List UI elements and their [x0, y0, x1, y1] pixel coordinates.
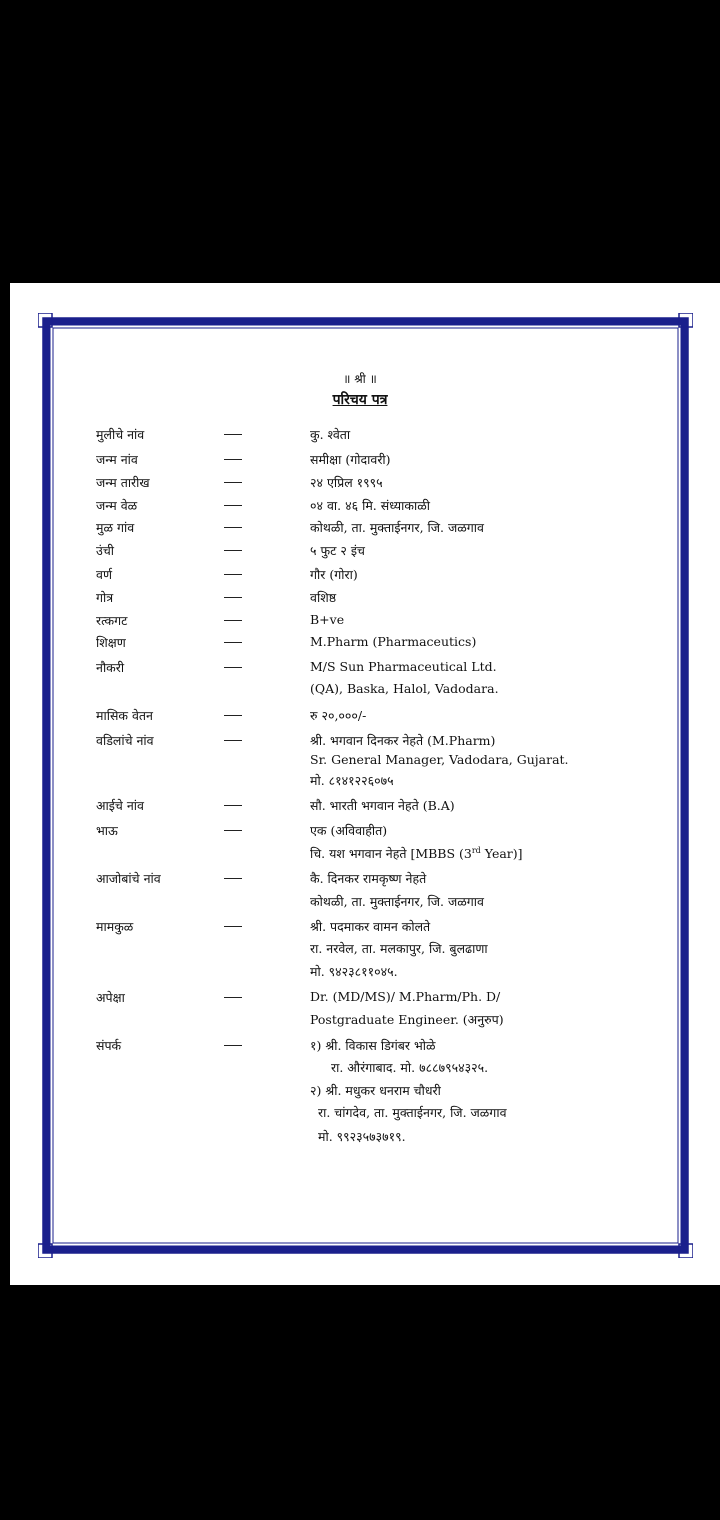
field-label: मुळ गांव — [96, 520, 135, 535]
separator-dash — [224, 620, 242, 621]
brother-year-suffix: rd — [471, 845, 481, 855]
field-label: मासिक वेतन — [96, 708, 153, 723]
separator-dash — [224, 527, 242, 528]
separator-dash — [224, 740, 242, 741]
field-value: मो. ८१४१२२६०७५ — [310, 773, 394, 788]
field-value: ५ फुट २ इंच — [310, 543, 365, 558]
field-value: (QA), Baska, Halol, Vadodara. — [310, 681, 499, 696]
field-label: उंची — [96, 543, 115, 558]
field-value: कोथळी, ता. मुक्ताईनगर, जि. जळगाव — [310, 894, 484, 909]
separator-dash — [224, 642, 242, 643]
field-label: मामकुळ — [96, 919, 134, 934]
field-value: वशिष्ठ — [310, 590, 337, 605]
brother-detail-end: Year)] — [480, 846, 523, 861]
field-value: २४ एप्रिल १९९५ — [310, 475, 383, 490]
field-value: कु. श्वेता — [310, 427, 351, 442]
field-label: अपेक्षा — [96, 990, 125, 1005]
contact-2-phone: मो. ९९२३५७३७१९. — [318, 1129, 406, 1144]
contact-2-address: रा. चांगदेव, ता. मुक्ताईनगर, जि. जळगाव — [318, 1105, 507, 1120]
field-value: श्री. भगवान दिनकर नेहते (M.Pharm) — [310, 733, 496, 748]
field-value: श्री. पदमाकर वामन कोलते — [310, 919, 431, 934]
field-label: वर्ण — [96, 567, 112, 582]
field-value: B+ve — [310, 612, 345, 627]
separator-dash — [224, 550, 242, 551]
field-value: Postgraduate Engineer. (अनुरुप) — [310, 1012, 504, 1027]
field-label: भाऊ — [96, 823, 118, 838]
field-value: गौर (गोरा) — [310, 567, 358, 582]
field-value: कोथळी, ता. मुक्ताईनगर, जि. जळगाव — [310, 520, 484, 535]
field-value: रा. नरवेल, ता. मलकापुर, जि. बुलढाणा — [310, 941, 488, 956]
page-title: परिचय पत्र — [332, 392, 388, 408]
separator-dash — [224, 574, 242, 575]
separator-dash — [224, 482, 242, 483]
contact-1-address: रा. औरंगाबाद. मो. ७८८७९५४३२५. — [331, 1060, 489, 1075]
field-value: एक (अविवाहीत) — [310, 823, 388, 838]
field-value: समीक्षा (गोदावरी) — [310, 452, 391, 467]
invocation-text: ॥ श्री ॥ — [343, 372, 377, 386]
separator-dash — [224, 505, 242, 506]
field-value: कै. दिनकर रामकृष्ण नेहते — [310, 871, 427, 886]
field-label: रत्कगट — [96, 613, 128, 628]
field-label: आईचे नांव — [96, 798, 144, 813]
contact-1-name: १) श्री. विकास डिगंबर भोळे — [310, 1038, 436, 1053]
field-label: संपर्क — [96, 1038, 122, 1053]
field-value: सौ. भारती भगवान नेहते (B.A) — [310, 798, 455, 813]
field-label: मुलीचे नांव — [96, 427, 145, 442]
brother-detail — [310, 845, 523, 862]
field-label: नौकरी — [96, 660, 125, 675]
field-value: रु २०,०००/- — [310, 708, 367, 723]
field-label: जन्म वेळ — [96, 498, 138, 513]
separator-dash — [224, 715, 242, 716]
field-value: M.Pharm (Pharmaceutics) — [310, 634, 477, 649]
contact-2-name: २) श्री. मधुकर धनराम चौधरी — [310, 1083, 441, 1098]
separator-dash — [224, 997, 242, 998]
separator-dash — [224, 878, 242, 879]
field-value: Dr. (MD/MS)/ M.Pharm/Ph. D/ — [310, 989, 501, 1004]
field-value: मो. ९४२३८११०४५. — [310, 964, 398, 979]
field-label: जन्म नांव — [96, 452, 138, 467]
separator-dash — [224, 597, 242, 598]
field-label: शिक्षण — [96, 635, 126, 650]
field-label: आजोबांचे नांव — [96, 871, 161, 886]
separator-dash — [224, 1045, 242, 1046]
separator-dash — [224, 459, 242, 460]
separator-dash — [224, 830, 242, 831]
separator-dash — [224, 667, 242, 668]
field-value: M/S Sun Pharmaceutical Ltd. — [310, 659, 497, 674]
separator-dash — [224, 434, 242, 435]
field-value: Sr. General Manager, Vadodara, Gujarat. — [310, 752, 569, 767]
field-label: गोत्र — [96, 590, 114, 605]
field-label: वडिलांचे नांव — [96, 733, 154, 748]
separator-dash — [224, 805, 242, 806]
brother-detail-text: चि. यश भगवान नेहते [MBBS (3 — [310, 846, 472, 861]
field-label: जन्म तारीख — [96, 475, 150, 490]
field-value: ०४ वा. ४६ मि. संध्याकाळी — [310, 498, 430, 513]
separator-dash — [224, 926, 242, 927]
